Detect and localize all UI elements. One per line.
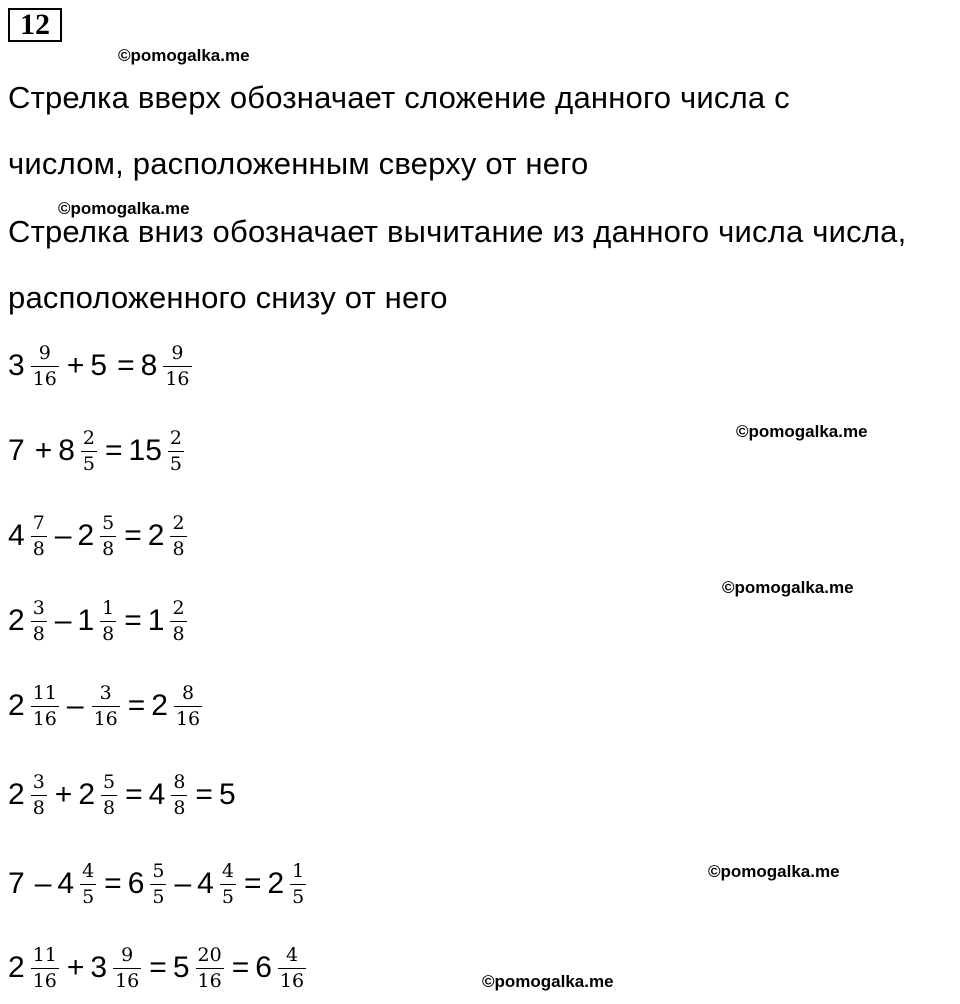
operator: = bbox=[231, 951, 250, 984]
numerator: 3 bbox=[99, 682, 112, 704]
operator: = bbox=[127, 689, 146, 722]
fraction-bar bbox=[196, 968, 224, 969]
equation-row bbox=[8, 760, 240, 830]
whole-number: 2 bbox=[151, 689, 168, 722]
whole-number: 6 bbox=[127, 867, 145, 900]
equation-row bbox=[8, 933, 308, 1003]
operator: – bbox=[174, 867, 192, 900]
fraction bbox=[80, 860, 96, 908]
equation-row bbox=[8, 586, 189, 656]
denominator: 5 bbox=[169, 453, 182, 475]
whole-number: 5 bbox=[90, 349, 108, 382]
numerator: 9 bbox=[121, 944, 134, 966]
numerator: 1 bbox=[102, 597, 115, 619]
denominator: 16 bbox=[175, 708, 201, 730]
denominator: 8 bbox=[32, 538, 45, 560]
whole-number: 2 bbox=[78, 778, 95, 811]
fraction bbox=[101, 771, 117, 819]
denominator: 8 bbox=[103, 797, 116, 819]
watermark: ©pomogalka.me bbox=[118, 46, 250, 65]
numerator: 11 bbox=[32, 944, 57, 966]
operator: – bbox=[34, 867, 52, 900]
fraction-bar bbox=[290, 884, 306, 885]
operator: – bbox=[66, 689, 84, 722]
denominator: 16 bbox=[93, 708, 118, 730]
watermark: ©pomogalka.me bbox=[708, 862, 840, 881]
whole-number: 2 bbox=[8, 951, 25, 984]
whole-number: 1 bbox=[147, 604, 165, 637]
whole-number: 3 bbox=[8, 349, 25, 382]
explanation-line: Стрелка вверх обозначает сложение данного числа с bbox=[8, 80, 790, 115]
fraction-bar bbox=[31, 366, 59, 367]
numerator: 3 bbox=[32, 771, 45, 793]
numerator: 2 bbox=[172, 597, 185, 619]
denominator: 5 bbox=[82, 886, 95, 908]
fraction bbox=[31, 597, 47, 645]
fraction bbox=[100, 597, 116, 645]
denominator: 8 bbox=[172, 538, 185, 560]
numerator: 7 bbox=[32, 512, 45, 534]
whole-number: 2 bbox=[267, 867, 285, 900]
operator: + bbox=[66, 951, 85, 984]
fraction bbox=[170, 512, 186, 560]
whole-number: 2 bbox=[8, 778, 25, 811]
whole-number: 4 bbox=[57, 867, 75, 900]
fraction bbox=[220, 860, 236, 908]
fraction bbox=[174, 682, 202, 730]
numerator: 4 bbox=[82, 860, 95, 882]
denominator: 8 bbox=[102, 538, 115, 560]
fraction-bar bbox=[170, 536, 186, 537]
whole-number: 4 bbox=[8, 519, 25, 552]
operator: = bbox=[124, 519, 142, 552]
whole-number: 5 bbox=[218, 778, 236, 811]
operator: = bbox=[117, 349, 135, 382]
explanation-line: числом, расположенным сверху от него bbox=[8, 146, 589, 181]
watermark: ©pomogalka.me bbox=[482, 972, 614, 991]
denominator: 16 bbox=[115, 970, 140, 992]
denominator: 5 bbox=[221, 886, 234, 908]
whole-number: 7 bbox=[8, 867, 25, 900]
denominator: 8 bbox=[32, 623, 45, 645]
numerator: 1 bbox=[292, 860, 305, 882]
fraction bbox=[31, 771, 47, 819]
numerator: 5 bbox=[152, 860, 165, 882]
operator: + bbox=[54, 778, 73, 811]
fraction-bar bbox=[100, 621, 116, 622]
fraction bbox=[31, 512, 47, 560]
whole-number: 1 bbox=[77, 604, 95, 637]
fraction-bar bbox=[220, 884, 236, 885]
operator: = bbox=[125, 778, 143, 811]
numerator: 8 bbox=[182, 682, 195, 704]
fraction bbox=[163, 342, 191, 390]
operator: = bbox=[124, 604, 142, 637]
equation-row bbox=[8, 416, 186, 486]
fraction-bar bbox=[101, 795, 117, 796]
fraction-bar bbox=[92, 706, 120, 707]
whole-number: 4 bbox=[148, 778, 166, 811]
whole-number: 2 bbox=[8, 604, 25, 637]
fraction-bar bbox=[100, 536, 116, 537]
fraction-bar bbox=[31, 795, 47, 796]
fraction-bar bbox=[150, 884, 166, 885]
numerator: 4 bbox=[221, 860, 234, 882]
denominator: 16 bbox=[165, 368, 190, 390]
fraction bbox=[92, 682, 120, 730]
fraction-bar bbox=[163, 366, 191, 367]
equation-row bbox=[8, 501, 189, 571]
watermark: ©pomogalka.me bbox=[736, 422, 868, 441]
equation-row bbox=[8, 849, 308, 919]
operator: = bbox=[104, 867, 122, 900]
numerator: 9 bbox=[38, 342, 51, 364]
fraction bbox=[196, 944, 224, 992]
denominator: 8 bbox=[173, 797, 186, 819]
fraction bbox=[171, 771, 187, 819]
fraction bbox=[31, 682, 59, 730]
explanation-line: расположенного снизу от него bbox=[8, 280, 448, 315]
numerator: 5 bbox=[102, 512, 115, 534]
fraction bbox=[113, 944, 141, 992]
operator: + bbox=[66, 349, 85, 382]
fraction-bar bbox=[113, 968, 141, 969]
numerator: 8 bbox=[173, 771, 186, 793]
numerator: 11 bbox=[32, 682, 57, 704]
denominator: 16 bbox=[279, 970, 305, 992]
numerator: 5 bbox=[103, 771, 116, 793]
whole-number: 2 bbox=[77, 519, 95, 552]
denominator: 8 bbox=[32, 797, 45, 819]
whole-number: 7 bbox=[8, 434, 25, 467]
fraction-bar bbox=[31, 621, 47, 622]
numerator: 2 bbox=[172, 512, 185, 534]
fraction bbox=[170, 597, 186, 645]
numerator: 4 bbox=[285, 944, 299, 966]
operator: = bbox=[149, 951, 167, 984]
denominator: 16 bbox=[197, 970, 222, 992]
fraction bbox=[31, 944, 59, 992]
fraction-bar bbox=[31, 536, 47, 537]
whole-number: 2 bbox=[8, 689, 25, 722]
numerator: 20 bbox=[197, 944, 222, 966]
fraction bbox=[150, 860, 166, 908]
numerator: 3 bbox=[32, 597, 45, 619]
fraction bbox=[81, 427, 97, 475]
fraction-bar bbox=[31, 968, 59, 969]
denominator: 8 bbox=[172, 623, 185, 645]
fraction bbox=[31, 342, 59, 390]
denominator: 16 bbox=[32, 708, 57, 730]
fraction-bar bbox=[171, 795, 187, 796]
fraction-bar bbox=[168, 451, 184, 452]
whole-number: 3 bbox=[90, 951, 108, 984]
denominator: 5 bbox=[292, 886, 305, 908]
operator: = bbox=[195, 778, 213, 811]
fraction-bar bbox=[170, 621, 186, 622]
denominator: 5 bbox=[152, 886, 165, 908]
numerator: 9 bbox=[171, 342, 184, 364]
fraction-bar bbox=[81, 451, 97, 452]
fraction bbox=[100, 512, 116, 560]
denominator: 8 bbox=[102, 623, 115, 645]
fraction bbox=[290, 860, 306, 908]
numerator: 2 bbox=[82, 427, 95, 449]
explanation-line: Стрелка вниз обозначает вычитание из данного числа числа, bbox=[8, 214, 907, 249]
operator: + bbox=[34, 434, 53, 467]
fraction-bar bbox=[80, 884, 96, 885]
whole-number: 8 bbox=[58, 434, 75, 467]
fraction-bar bbox=[174, 706, 202, 707]
operator: – bbox=[54, 519, 72, 552]
whole-number: 2 bbox=[147, 519, 165, 552]
whole-number: 8 bbox=[140, 349, 158, 382]
whole-number: 5 bbox=[172, 951, 190, 984]
fraction-bar bbox=[31, 706, 59, 707]
equation-row bbox=[8, 331, 194, 401]
denominator: 5 bbox=[82, 453, 95, 475]
fraction bbox=[278, 944, 306, 992]
whole-number: 4 bbox=[197, 867, 214, 900]
fraction bbox=[168, 427, 184, 475]
watermark: ©pomogalka.me bbox=[722, 578, 854, 597]
fraction-bar bbox=[278, 968, 306, 969]
task-number-box: 12 bbox=[8, 8, 62, 42]
denominator: 16 bbox=[32, 368, 57, 390]
whole-number: 15 bbox=[128, 434, 162, 467]
operator: – bbox=[54, 604, 72, 637]
whole-number: 6 bbox=[255, 951, 272, 984]
equation-row bbox=[8, 671, 204, 741]
denominator: 16 bbox=[32, 970, 57, 992]
operator: = bbox=[243, 867, 262, 900]
watermark: ©pomogalka.me bbox=[58, 199, 190, 218]
numerator: 2 bbox=[169, 427, 182, 449]
operator: = bbox=[105, 434, 123, 467]
